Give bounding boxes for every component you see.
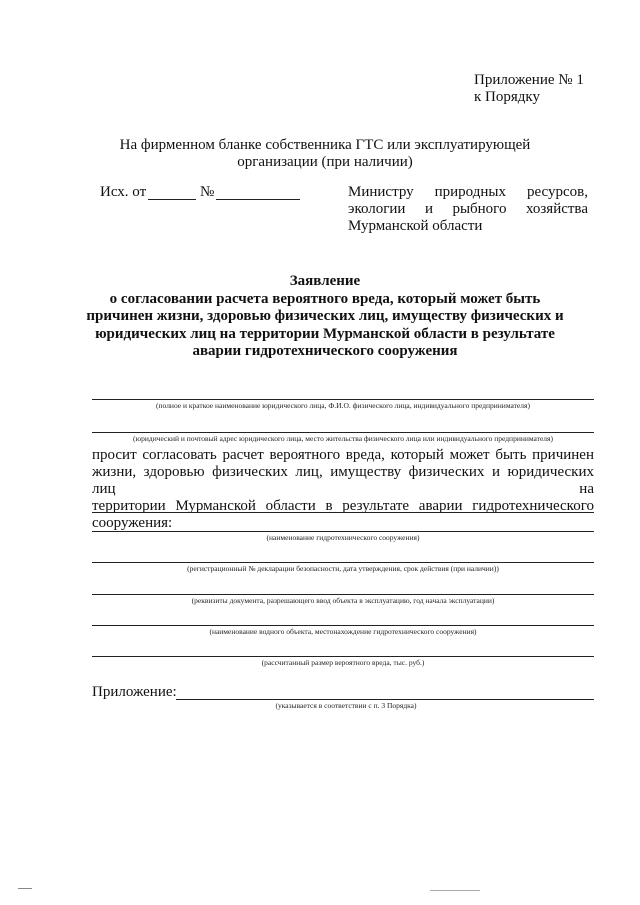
outgoing-number-field[interactable] bbox=[216, 199, 300, 200]
water-body-caption: (наименование водного объекта, местонахождение гидротехнического сооружения) bbox=[209, 627, 477, 636]
structure-name-caption: (наименование гидротехнического сооружения) bbox=[266, 533, 420, 542]
applicant-address-field[interactable] bbox=[92, 432, 594, 433]
addressee-word: ресурсов, bbox=[527, 184, 588, 200]
damage-amount-field[interactable] bbox=[92, 656, 594, 657]
request-underline bbox=[92, 512, 594, 513]
addressee-word: хозяйства bbox=[525, 201, 588, 217]
appendix-order: к Порядку bbox=[474, 89, 540, 105]
addressee bbox=[348, 184, 588, 235]
request-paragraph bbox=[92, 447, 594, 532]
addressee-line-1 bbox=[348, 184, 588, 201]
applicant-name-field[interactable] bbox=[92, 399, 594, 400]
title-line-4: аварии гидротехнического сооружения bbox=[192, 343, 458, 359]
document-title bbox=[80, 273, 570, 361]
letterhead-line-2: организации (при наличии) bbox=[237, 154, 413, 170]
addressee-word: рыбного bbox=[452, 201, 507, 217]
registration-field[interactable] bbox=[92, 562, 594, 563]
letterhead-note bbox=[100, 137, 550, 171]
applicant-address-caption: (юридический и почтовый адрес юридического лица, место жительства физического лица или индивидуального предпринимателя) bbox=[133, 434, 553, 443]
attachment-caption: (указывается в соответствии с п. 3 Порядка) bbox=[275, 701, 417, 710]
request-line-4: сооружения: bbox=[92, 515, 173, 531]
scan-artifact bbox=[430, 890, 480, 891]
request-line-2: жизни, здоровью физических лиц, имуществу физических и юридических лиц на bbox=[92, 464, 594, 497]
outgoing-reference bbox=[100, 184, 146, 201]
structure-name-field[interactable] bbox=[92, 531, 594, 532]
title-line-1: о согласовании расчета вероятного вреда, который может быть bbox=[109, 290, 541, 307]
appendix-number: Приложение № 1 bbox=[474, 72, 584, 88]
attachment-field[interactable] bbox=[176, 699, 594, 700]
letterhead-line-1: На фирменном бланке собственника ГТС или эксплуатирующей bbox=[119, 137, 531, 153]
permit-field[interactable] bbox=[92, 594, 594, 595]
damage-amount-caption: (рассчитанный размер вероятного вреда, тыс. руб.) bbox=[261, 658, 425, 667]
applicant-name-caption: (полное и краткое наименование юридического лица, Ф.И.О. физического лица, индивидуального предпринимателя) bbox=[156, 401, 530, 410]
outgoing-date-field[interactable] bbox=[148, 199, 196, 200]
addressee-line-3: Мурманской области bbox=[348, 218, 483, 234]
scan-artifact bbox=[18, 888, 32, 889]
request-line-1: просит согласовать расчет вероятного вреда, который может быть причинен bbox=[92, 447, 594, 463]
addressee-line-2 bbox=[348, 201, 588, 218]
outgoing-date-label: Исх. от bbox=[100, 184, 147, 200]
outgoing-number-label: № bbox=[200, 184, 215, 200]
addressee-word: природных bbox=[434, 184, 506, 200]
appendix-label bbox=[474, 72, 584, 106]
attachment-label: Приложение: bbox=[92, 684, 177, 700]
title-line-2: причинен жизни, здоровью физических лиц, имуществу физических и bbox=[86, 308, 564, 324]
addressee-word: экологии bbox=[348, 201, 406, 217]
request-line-3: территории Мурманской области в результате аварии гидротехнического bbox=[92, 498, 594, 514]
registration-caption: (регистрационный № декларации безопасности, дата утверждения, срок действия (при наличии)) bbox=[187, 564, 499, 573]
addressee-word: и bbox=[424, 201, 433, 217]
title-line-3: юридических лиц на территории Мурманской области в результате bbox=[95, 325, 555, 342]
title-heading: Заявление bbox=[289, 273, 361, 289]
permit-caption: (реквизиты документа, разрешающего ввод объекта в эксплуатацию, год начала эксплуатации) bbox=[191, 596, 495, 605]
water-body-field[interactable] bbox=[92, 625, 594, 626]
addressee-word: Министру bbox=[348, 184, 414, 200]
